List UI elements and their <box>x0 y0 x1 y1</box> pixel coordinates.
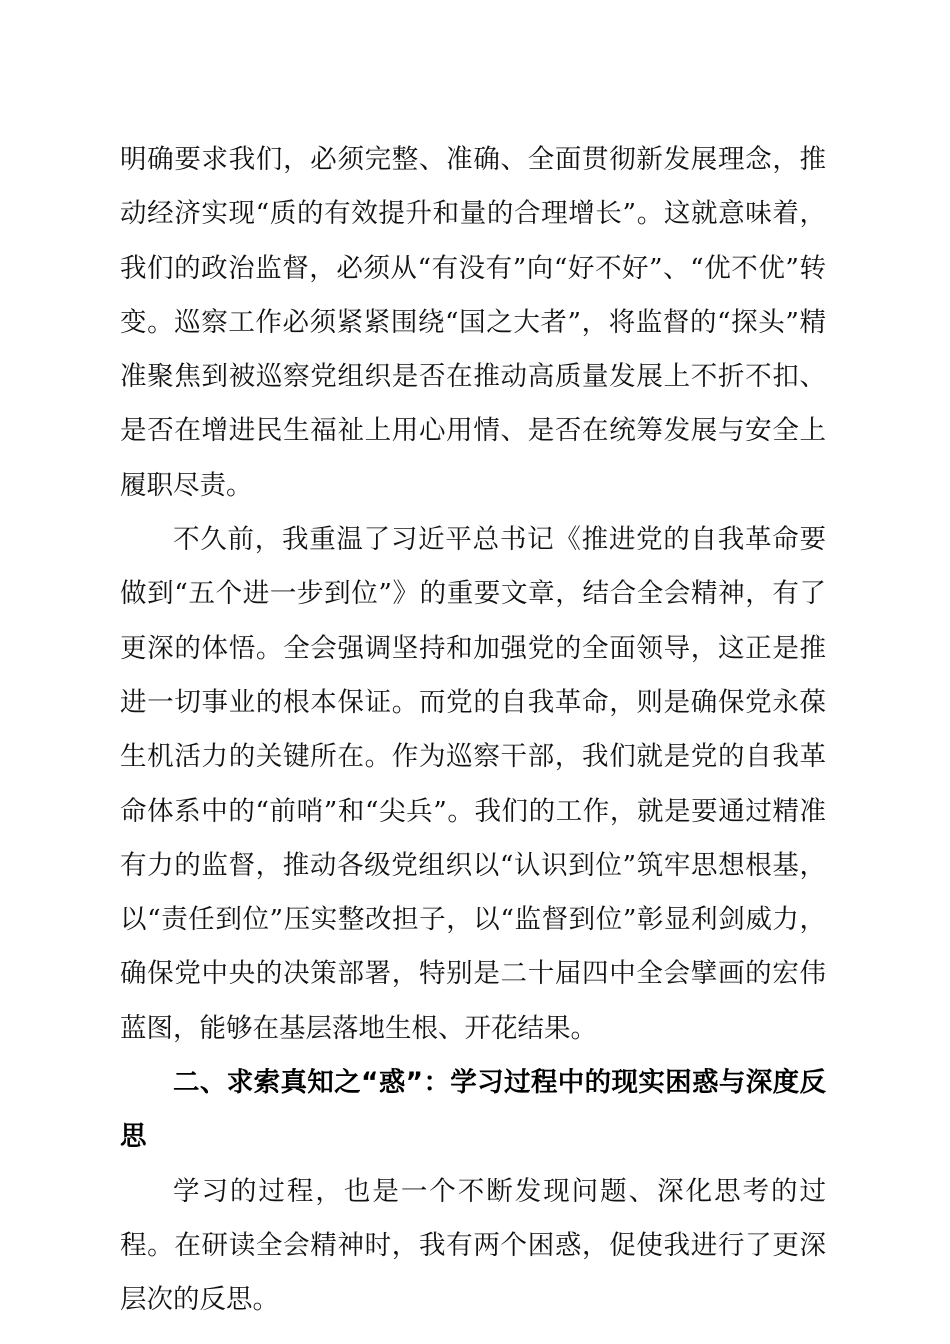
paragraph-self-revolution: 不久前，我重温了习近平总书记《推进党的自我革命要做到“五个进一步到位”》的重要文章，结合全会精神，有了更深的体悟。全会强调坚持和加强党的全面领导，这正是推进一切事业的根本保证。而党的自我革命，则是确保党永葆生机活力的关键所在。作为巡察干部，我们就是党的自我革命体系中的“前哨”和“尖兵”。我们的工作，就是要通过精准有力的监督，推动各级党组织以“认识到位”筑牢思想根基，以“责任到位”压实整改担子，以“监督到位”彰显利剑威力，确保党中央的决策部署，特别是二十届四中全会擘画的宏伟蓝图，能够在基层落地生根、开花结果。 <box>120 524 826 1044</box>
paragraph-learning-process: 学习的过程，也是一个不断发现问题、深化思考的过程。在研读全会精神时，我有两个困惑，促使我进行了更深层次的反思。 <box>120 1175 826 1316</box>
section-heading: 二、求索真知之“惑”：学习过程中的现实困惑与深度反思 <box>120 1067 826 1153</box>
paragraph-continued: 明确要求我们，必须完整、准确、全面贯彻新发展理念，推动经济实现“质的有效提升和量的合理增长”。这就意味着，我们的政治监督，必须从“有没有”向“好不好”、“优不优”转变。巡察工作必须紧紧围绕“国之大者”，将监督的“探头”精准聚焦到被巡察党组织是否在推动高质量发展上不折不扣、是否在增进民生福祉上用心用情、是否在统筹发展与安全上履职尽责。 <box>120 144 826 501</box>
document-body <box>120 133 826 1328</box>
